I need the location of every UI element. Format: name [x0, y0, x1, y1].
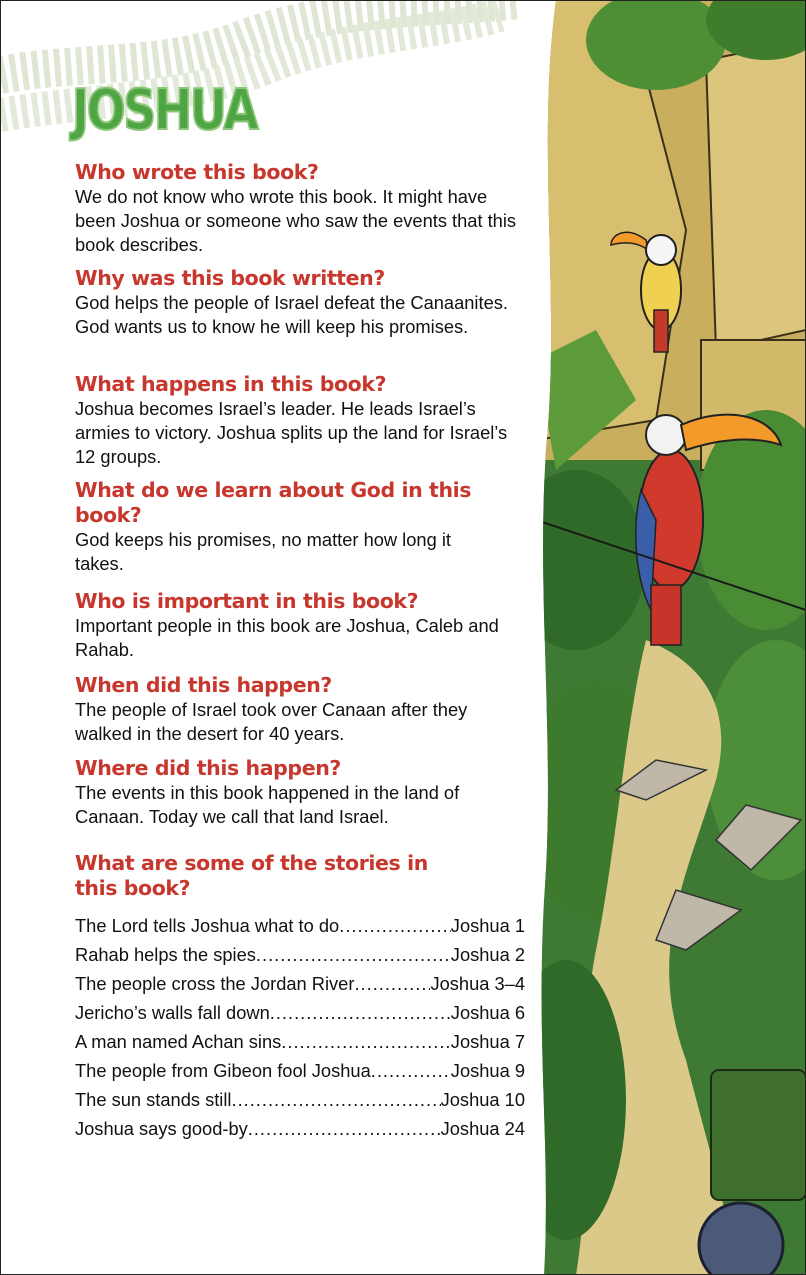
section-heading: What happens in this book? — [75, 372, 387, 396]
section-body: We do not know who wrote this book. It might have been Joshua or someone who saw the events that this book describes. — [75, 186, 517, 255]
story-row — [75, 998, 525, 1027]
section-body: The people of Israel took over Canaan after they walked in the desert for 40 years. — [75, 699, 468, 744]
section-body: Joshua becomes Israel’s leader. He leads Israel’s armies to victory. Joshua splits up the land for Israel’s 12 groups. — [75, 398, 508, 467]
story-row — [75, 1085, 525, 1114]
dot-leader — [256, 940, 451, 969]
story-title: The people from Gibeon fool Joshua — [75, 1060, 371, 1081]
story-title: The Lord tells Joshua what to do — [75, 915, 340, 936]
dot-leader — [339, 911, 451, 940]
section-author — [75, 160, 527, 257]
section-happenings — [75, 372, 527, 469]
section-body: God keeps his promises, no matter how long it takes. — [75, 529, 451, 574]
dot-leader — [248, 1114, 441, 1143]
dot-leader — [281, 1027, 451, 1056]
dot-leader — [231, 1085, 440, 1114]
story-title: The sun stands still — [75, 1089, 232, 1110]
dot-leader — [354, 969, 430, 998]
section-heading: Who wrote this book? — [75, 160, 319, 184]
story-reference: Joshua 9 — [450, 1060, 525, 1081]
story-reference: Joshua 2 — [450, 944, 525, 965]
jungle-illustration — [536, 0, 806, 1275]
story-row — [75, 1027, 525, 1056]
dot-leader — [371, 1056, 451, 1085]
section-heading: What do we learn about God in this book? — [75, 478, 472, 527]
story-title: Rahab helps the spies — [75, 944, 256, 965]
section-heading: Where did this happen? — [75, 756, 341, 780]
dot-leader — [270, 998, 451, 1027]
story-reference: Joshua 6 — [450, 1002, 525, 1023]
story-row — [75, 1056, 525, 1085]
story-row — [75, 969, 525, 998]
section-body: Important people in this book are Joshua, Caleb and Rahab. — [75, 615, 499, 660]
section-stories — [75, 851, 475, 901]
story-reference: Joshua 24 — [440, 1118, 525, 1139]
section-heading: Why was this book written? — [75, 266, 385, 290]
story-reference: Joshua 10 — [440, 1089, 525, 1110]
section-when — [75, 673, 527, 746]
story-title: A man named Achan sins — [75, 1031, 282, 1052]
section-purpose — [75, 266, 527, 339]
section-learn-about-god — [75, 478, 475, 576]
section-body: God helps the people of Israel defeat the Canaanites. God wants us to know he will keep his promises. — [75, 292, 508, 337]
section-heading: When did this happen? — [75, 673, 332, 697]
story-title: Jericho’s walls fall down — [75, 1002, 270, 1023]
story-reference: Joshua 1 — [450, 915, 525, 936]
section-heading: What are some of the stories in this book? — [75, 851, 428, 900]
story-row — [75, 1114, 525, 1143]
story-title: Joshua says good-by — [75, 1118, 248, 1139]
section-where — [75, 756, 527, 829]
section-important-people — [75, 589, 527, 662]
story-row — [75, 911, 525, 940]
story-reference: Joshua 3–4 — [430, 973, 525, 994]
book-title: JOSHUA — [72, 78, 257, 143]
section-body: The events in this book happened in the land of Canaan. Today we call that land Israel. — [75, 782, 460, 827]
story-row — [75, 940, 525, 969]
section-heading: Who is important in this book? — [75, 589, 419, 613]
story-reference: Joshua 7 — [450, 1031, 525, 1052]
story-title: The people cross the Jordan River — [75, 973, 355, 994]
stories-list — [75, 911, 525, 1143]
